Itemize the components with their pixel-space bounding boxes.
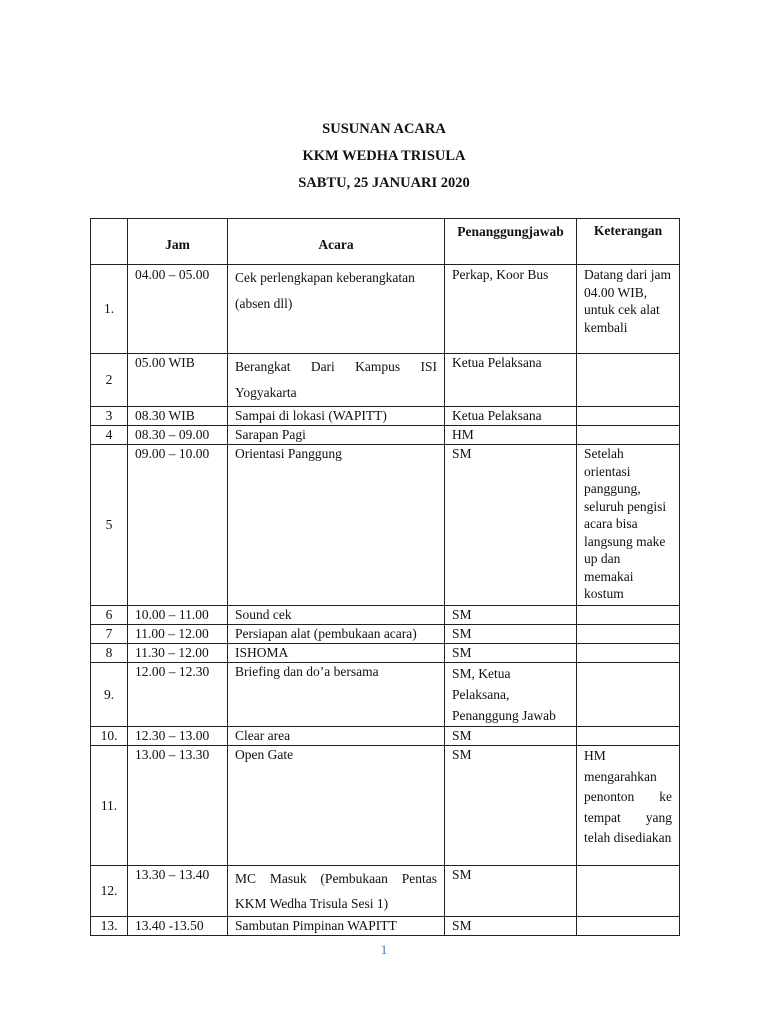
header-pj-label: Penanggungjawab — [457, 224, 564, 239]
row-no: 2 — [91, 354, 128, 407]
row-pj: SM, Ketua Pelaksana, Penanggung Jawab — [445, 663, 577, 727]
row-acara: Cek perlengkapan keberangkatan (absen dll) — [228, 265, 445, 354]
row-acara: Briefing dan do’a bersama — [228, 663, 445, 727]
row-pj: HM — [445, 426, 577, 445]
row-pj: SM — [445, 445, 577, 606]
table-header-row — [91, 219, 680, 265]
table-row — [91, 426, 680, 445]
row-pj: SM — [445, 746, 577, 866]
row-no: 6 — [91, 606, 128, 625]
row-no: 7 — [91, 625, 128, 644]
row-acara: Orientasi Panggung — [228, 445, 445, 606]
row-ket — [577, 917, 680, 936]
table-row — [91, 917, 680, 936]
row-pj: SM — [445, 917, 577, 936]
row-jam: 10.00 – 11.00 — [128, 606, 228, 625]
table-row — [91, 625, 680, 644]
row-ket — [577, 866, 680, 917]
row-acara: Clear area — [228, 727, 445, 746]
row-acara: MC Masuk (Pembukaan Pentas KKM Wedha Trisula Sesi 1) — [228, 866, 445, 917]
header-no — [91, 219, 128, 265]
table-row — [91, 606, 680, 625]
row-no: 8 — [91, 644, 128, 663]
table-row — [91, 866, 680, 917]
row-no: 10. — [91, 727, 128, 746]
row-no: 5 — [91, 445, 128, 606]
table-row — [91, 746, 680, 866]
row-no: 3 — [91, 407, 128, 426]
row-pj: Ketua Pelaksana — [445, 354, 577, 407]
row-ket — [577, 354, 680, 407]
row-jam: 11.30 – 12.00 — [128, 644, 228, 663]
table-row — [91, 727, 680, 746]
table-row — [91, 265, 680, 354]
row-pj: SM — [445, 644, 577, 663]
row-jam: 11.00 – 12.00 — [128, 625, 228, 644]
page-number: 1 — [380, 942, 388, 957]
row-pj: Ketua Pelaksana — [445, 407, 577, 426]
row-ket — [577, 407, 680, 426]
row-acara: Sampai di lokasi (WAPITT) — [228, 407, 445, 426]
header-ket: Keterangan — [577, 219, 680, 265]
row-no: 4 — [91, 426, 128, 445]
row-ket: Setelah orientasi panggung, seluruh pengisi acara bisa langsung make up dan memakai kostum — [577, 445, 680, 606]
row-jam: 04.00 – 05.00 — [128, 265, 228, 354]
header-pj — [445, 219, 577, 265]
row-acara: Sound cek — [228, 606, 445, 625]
row-no: 1. — [91, 265, 128, 354]
header-acara: Acara — [228, 219, 445, 265]
row-jam: 08.30 WIB — [128, 407, 228, 426]
row-pj: SM — [445, 606, 577, 625]
row-acara: Sarapan Pagi — [228, 426, 445, 445]
row-no: 11. — [91, 746, 128, 866]
table-row — [91, 644, 680, 663]
doc-title-line-3: SABTU, 25 JANUARI 2020 — [298, 175, 470, 191]
row-jam: 12.30 – 13.00 — [128, 727, 228, 746]
row-ket — [577, 727, 680, 746]
schedule-table — [90, 218, 680, 936]
table-row — [91, 663, 680, 727]
row-jam: 13.30 – 13.40 — [128, 866, 228, 917]
row-pj: SM — [445, 866, 577, 917]
row-no: 9. — [91, 663, 128, 727]
row-ket: Datang dari jam 04.00 WIB, untuk cek alat kembali — [577, 265, 680, 354]
row-acara: Sambutan Pimpinan WAPITT — [228, 917, 445, 936]
row-acara: ISHOMA — [228, 644, 445, 663]
row-ket — [577, 644, 680, 663]
row-ket — [577, 426, 680, 445]
row-pj: Perkap, Koor Bus — [445, 265, 577, 354]
row-ket — [577, 663, 680, 727]
row-jam: 12.00 – 12.30 — [128, 663, 228, 727]
row-acara: Berangkat Dari Kampus ISI Yogyakarta — [228, 354, 445, 407]
doc-title-line-2: KKM WEDHA TRISULA — [302, 148, 466, 164]
row-jam: 13.40 -13.50 — [128, 917, 228, 936]
row-acara: Persiapan alat (pembukaan acara) — [228, 625, 445, 644]
row-jam: 08.30 – 09.00 — [128, 426, 228, 445]
table-row — [91, 445, 680, 606]
row-ket — [577, 625, 680, 644]
row-ket — [577, 606, 680, 625]
row-jam: 13.00 – 13.30 — [128, 746, 228, 866]
row-jam: 05.00 WIB — [128, 354, 228, 407]
table-row — [91, 407, 680, 426]
row-acara: Open Gate — [228, 746, 445, 866]
row-no: 13. — [91, 917, 128, 936]
header-jam: Jam — [128, 219, 228, 265]
row-no: 12. — [91, 866, 128, 917]
table-row — [91, 354, 680, 407]
row-pj: SM — [445, 625, 577, 644]
row-ket: HM mengarahkan penonton ke tempat yang telah disediakan — [577, 746, 680, 866]
doc-title-line-1: SUSUNAN ACARA — [322, 121, 446, 137]
row-jam: 09.00 – 10.00 — [128, 445, 228, 606]
row-pj: SM — [445, 727, 577, 746]
